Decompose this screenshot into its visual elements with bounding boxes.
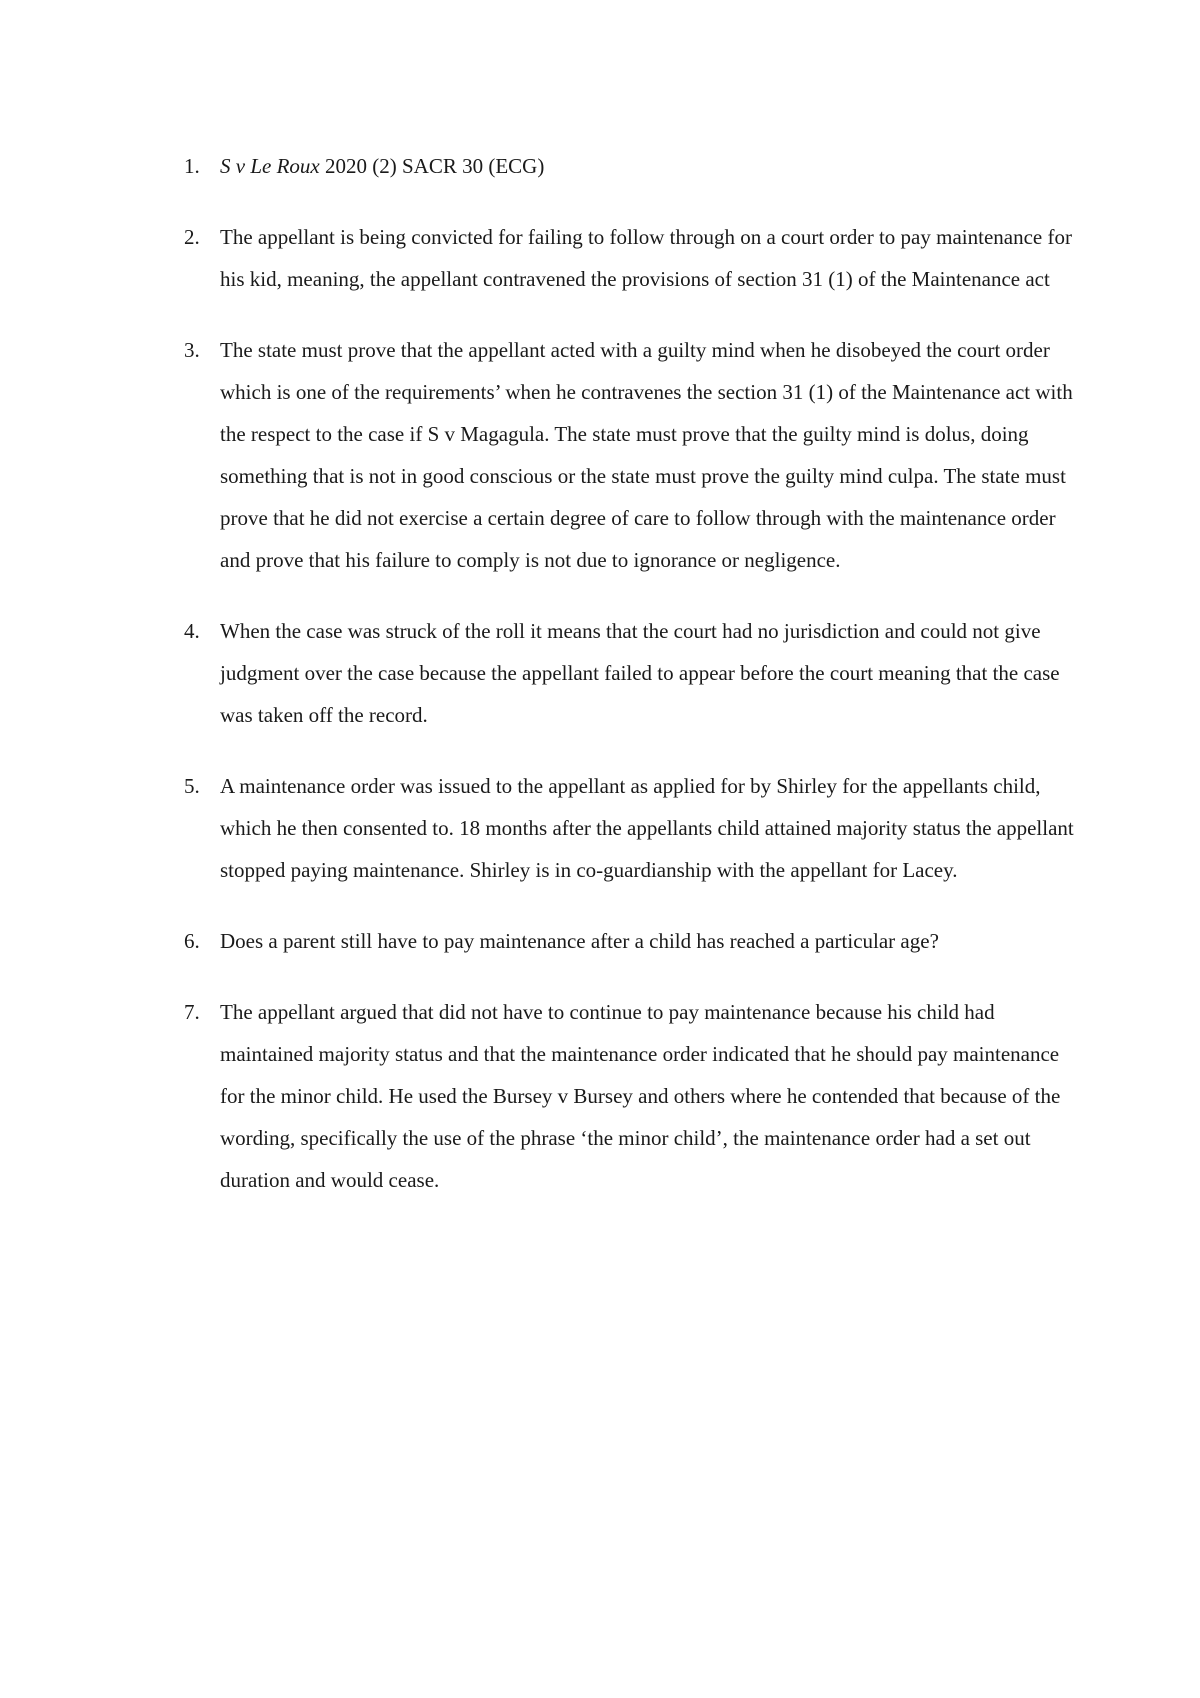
item-number: 5. (184, 774, 200, 798)
case-citation (220, 154, 544, 178)
citation-text: 2020 (2) SACR 30 (ECG) (319, 154, 545, 178)
item-text: The state must prove that the appellant acted with a guilty mind when he disobeyed the court order which is one of the requirements’ when he contravenes the section 31 (1) of the Maintenance act with the respect to the case if S v Magagula. The state must prove that the guilty mind is dolus, doing something that is not in good conscious or the state must prove the guilty mind culpa. The state must prove that he did not exercise a certain degree of care to follow through with the maintenance order and prove that his failure to comply is not due to ignorance or negligence. (220, 338, 1073, 572)
item-number: 7. (184, 1000, 200, 1024)
item-number: 6. (184, 929, 200, 953)
item-number: 3. (184, 338, 200, 362)
item-text: The appellant argued that did not have to continue to pay maintenance because his child had maintained majority status and that the maintenance order indicated that he should pay maintenance for the minor child. He used the Bursey v Bursey and others where he contended that because of the wording, specifically the use of the phrase ‘the minor child’, the maintenance order had a set out duration and would cease. (220, 1000, 1061, 1192)
item-number: 1. (184, 154, 200, 178)
item-text: The appellant is being convicted for failing to follow through on a court order to pay maintenance for his kid, meaning, the appellant contravened the provisions of section 31 (1) of the Maintenance act (220, 225, 1072, 291)
item-text: When the case was struck of the roll it means that the court had no jurisdiction and could not give judgment over the case because the appellant failed to appear before the court meaning that the case was taken off the record. (220, 619, 1060, 727)
list-item-7 (184, 991, 1074, 1201)
item-number: 4. (184, 619, 200, 643)
numbered-list (184, 145, 1074, 1230)
item-number: 2. (184, 225, 200, 249)
list-item-1 (184, 145, 1074, 187)
case-name: S v Le Roux (220, 154, 320, 178)
list-item-4 (184, 610, 1074, 736)
item-text: A maintenance order was issued to the appellant as applied for by Shirley for the appellants child, which he then consented to. 18 months after the appellants child attained majority status the appellant stopped paying maintenance. Shirley is in co-guardianship with the appellant for Lacey. (220, 774, 1074, 882)
list-item-2 (184, 216, 1074, 300)
list-item-6 (184, 920, 1074, 962)
list-item-5 (184, 765, 1074, 891)
item-text: Does a parent still have to pay maintenance after a child has reached a particular age? (220, 929, 939, 953)
list-item-3 (184, 329, 1074, 581)
